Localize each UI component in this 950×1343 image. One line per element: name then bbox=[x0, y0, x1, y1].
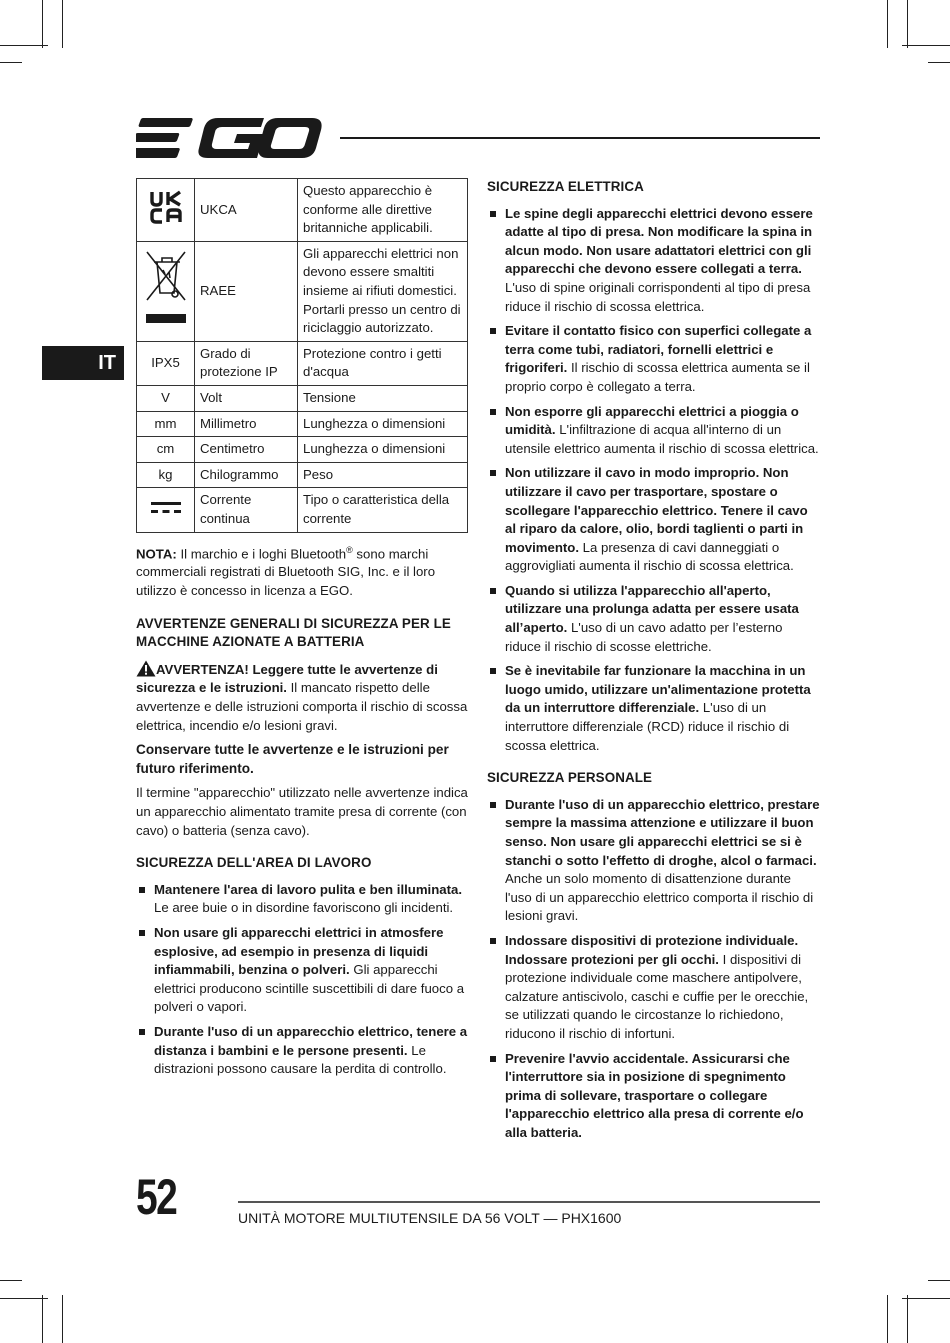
symbol-description: Protezione contro i getti d'acqua bbox=[298, 341, 468, 385]
item-bold: Durante l'uso di un apparecchio elettrico, prestare sempre la massima attenzione e utilizzare il buon senso. Non usare gli apparecchi elettrici se si è stanchi o sotto l'effetto di droghe, alcol o farmaci. bbox=[505, 796, 820, 868]
crop-mark bbox=[0, 1280, 22, 1281]
symbol-description: Questo apparecchio è conforme alle direttive britanniche applicabili. bbox=[298, 179, 468, 242]
personal-safety-list bbox=[487, 796, 821, 1143]
list-item bbox=[136, 924, 468, 1017]
list-item bbox=[487, 464, 821, 576]
item-bold: Se è inevitabile far funzionare la macchina in un luogo umido, utilizzare un'alimentazione protetta da un interruttore differenziale. bbox=[505, 663, 811, 716]
term-definition-text: Il termine "apparecchio" utilizzato nelle avvertenze indica un apparecchio alimentato tramite presa di corrente (con cavo) o batteria (senza cavo). bbox=[136, 785, 468, 838]
warning-triangle-icon bbox=[136, 660, 156, 677]
crop-mark bbox=[42, 1295, 43, 1343]
item-text: L'uso di spine originali corrispondenti al tipo di presa riduce il rischio di scossa elettrica. bbox=[505, 279, 811, 314]
list-item bbox=[487, 582, 821, 656]
item-text: L'infiltrazione di acqua all'interno di un utensile elettrico aumenta il rischio di scossa elettrica. bbox=[505, 422, 819, 456]
table-row bbox=[137, 437, 468, 463]
list-item bbox=[487, 1050, 821, 1143]
ukca-mark-icon bbox=[149, 190, 183, 224]
work-area-heading: SICUREZZA DELL'AREA DI LAVORO bbox=[136, 855, 372, 871]
item-bold: Non usare gli apparecchi elettrici in atmosfere esplosive, ad esempio in presenza di liquidi infiammabili, benzina o polveri. bbox=[154, 924, 444, 978]
symbols-table bbox=[136, 178, 468, 533]
item-bold: Le spine degli apparecchi elettrici devono essere adatte al tipo di presa. Non modificare la spina in alcun modo. Non usare adattatori elettrici con gli apparecchi che devono essere collegati a terra. bbox=[505, 205, 813, 277]
item-bold: Non esporre gli apparecchi elettrici a pioggia o umidità. bbox=[505, 403, 799, 438]
item-bold: Prevenire l'avvio accidentale. Assicurarsi che l'interruttore sia in posizione di spegnimento prima di sollevare, trasportare o collegare l'apparecchio elettrico alla presa di corrente e/o alla batteria. bbox=[505, 1050, 804, 1140]
crop-mark bbox=[62, 1295, 63, 1343]
raee-symbol-cell bbox=[137, 241, 195, 341]
nota-text-continued: sono marchi commerciali registrati di Bluetooth SIG, Inc. e il loro utilizzo è concesso in licenza a EGO. bbox=[136, 545, 436, 599]
personal-safety-heading: SICUREZZA PERSONALE bbox=[487, 770, 653, 786]
ego-logo bbox=[136, 116, 322, 160]
left-column bbox=[136, 178, 468, 1085]
item-text: L'uso di un cavo adatto per l’esterno riduce il rischio di scosse elettriche. bbox=[505, 620, 783, 654]
crop-mark bbox=[902, 45, 950, 46]
crop-mark bbox=[887, 1295, 888, 1343]
list-item bbox=[487, 205, 821, 317]
language-tab: IT bbox=[42, 346, 124, 380]
item-text: I dispositivi di protezione individuale come maschere antipolvere, calzature antiscivolo, caschi e cuffie per le orecchie, se utilizzati quando le circostanze lo richiedono, riducono il rischio di infortuni. bbox=[505, 951, 809, 1041]
header-rule bbox=[340, 137, 820, 139]
table-row bbox=[137, 341, 468, 385]
table-row bbox=[137, 179, 468, 242]
right-column bbox=[487, 178, 821, 1149]
table-row bbox=[137, 411, 468, 437]
table-row bbox=[137, 462, 468, 488]
item-text: Il rischio di scossa elettrica aumenta se il proprio corpo è collegato a terra. bbox=[505, 360, 810, 394]
crossed-bin-icon bbox=[143, 248, 189, 328]
list-item bbox=[487, 403, 821, 459]
warning-paragraph bbox=[136, 660, 468, 735]
symbol-name: RAEE bbox=[195, 241, 298, 341]
crop-mark bbox=[907, 0, 908, 48]
item-text: L'uso di un interruttore differenziale (RCD) riduce il rischio di scossa elettrica. bbox=[505, 700, 790, 753]
electrical-safety-heading: SICUREZZA ELETTRICA bbox=[487, 179, 644, 194]
list-item bbox=[487, 322, 821, 396]
crop-mark bbox=[887, 0, 888, 48]
symbol-description: Gli apparecchi elettrici non devono essere smaltiti insieme ai rifiuti domestici. Portarli presso un centro di riciclaggio autorizzato. bbox=[298, 241, 468, 341]
crop-mark bbox=[907, 1295, 908, 1343]
list-item bbox=[487, 796, 821, 926]
footer-title: UNITÀ MOTORE MULTIUTENSILE DA 56 VOLT — PHX1600 bbox=[238, 1210, 622, 1226]
symbol-text: mm bbox=[137, 411, 195, 437]
item-text: Anche un solo momento di disattenzione durante l'uso di un apparecchio elettrico comporta il rischio di lesioni gravi. bbox=[505, 871, 814, 924]
warning-text: Il mancato rispetto delle avvertenze e delle istruzioni comporta il rischio di scossa elettrica, incendio e/o lesioni gravi. bbox=[136, 680, 468, 733]
list-item bbox=[487, 662, 821, 755]
item-text: Le aree buie o in disordine favoriscono gli incidenti. bbox=[154, 900, 454, 916]
table-row bbox=[137, 385, 468, 411]
symbol-name: Millimetro bbox=[195, 411, 298, 437]
warning-label: AVVERTENZA! bbox=[156, 661, 249, 677]
item-bold: Non utilizzare il cavo in modo improprio. Non utilizzare il cavo per trasportare, spostare o scollegare l'apparecchio elettrico. Tenere il cavo al riparo da calore, olio, bordi taglienti o parti in movimento. bbox=[505, 465, 808, 555]
page-number: 52 bbox=[136, 1169, 177, 1225]
item-bold: Quando si utilizza l'apparecchio all'aperto, utilizzare una prolunga adatta per essere usata all’aperto. bbox=[505, 582, 799, 636]
crop-mark bbox=[42, 0, 43, 48]
warning-bold-text: Leggere tutte le avvertenze di sicurezza e le istruzioni. bbox=[136, 661, 438, 696]
list-item bbox=[136, 881, 468, 918]
symbol-text: IPX5 bbox=[137, 341, 195, 385]
symbol-text: cm bbox=[137, 437, 195, 463]
dc-symbol-cell bbox=[137, 488, 195, 532]
direct-current-icon bbox=[151, 500, 181, 514]
nota-paragraph bbox=[136, 541, 468, 601]
symbol-description: Lunghezza o dimensioni bbox=[298, 437, 468, 463]
electrical-safety-list bbox=[487, 205, 821, 756]
item-text: La presenza di cavi danneggiati o aggrovigliati aumenta il rischio di scossa elettrica. bbox=[505, 539, 794, 574]
work-area-list bbox=[136, 881, 468, 1079]
item-bold: Mantenere l'area di lavoro pulita e ben illuminata. bbox=[154, 881, 462, 897]
registered-mark: ® bbox=[346, 544, 353, 555]
crop-mark bbox=[928, 1280, 950, 1281]
crop-mark bbox=[928, 62, 950, 63]
nota-label: NOTA: bbox=[136, 545, 177, 561]
symbol-text: kg bbox=[137, 462, 195, 488]
symbol-name: Chilogrammo bbox=[195, 462, 298, 488]
footer-rule bbox=[238, 1201, 820, 1203]
crop-mark bbox=[0, 62, 22, 63]
crop-mark bbox=[0, 45, 48, 46]
symbol-description: Lunghezza o dimensioni bbox=[298, 411, 468, 437]
symbol-name: Centimetro bbox=[195, 437, 298, 463]
general-warnings-heading: AVVERTENZE GENERALI DI SICUREZZA PER LE MACCHINE AZIONATE A BATTERIA bbox=[136, 615, 451, 650]
nota-text: Il marchio e i loghi Bluetooth bbox=[176, 545, 347, 561]
table-row bbox=[137, 488, 468, 532]
item-text: Le distrazioni possono causare la perdita di controllo. bbox=[154, 1042, 447, 1077]
ukca-symbol-cell bbox=[137, 179, 195, 242]
symbol-description: Peso bbox=[298, 462, 468, 488]
item-bold: Evitare il contatto fisico con superfici collegate a terra come tubi, radiatori, fornelli elettrici e frigoriferi. bbox=[505, 323, 812, 376]
symbol-name: Corrente continua bbox=[195, 488, 298, 532]
item-bold: Indossare dispositivi di protezione individuale. Indossare protezioni per gli occhi. bbox=[505, 932, 799, 967]
crop-mark bbox=[62, 0, 63, 48]
item-text: Gli apparecchi elettrici producono scintille suscettibili di dare fuoco a polveri o vapori. bbox=[154, 962, 465, 1015]
list-item bbox=[136, 1023, 468, 1079]
symbol-text: V bbox=[137, 385, 195, 411]
item-bold: Durante l'uso di un apparecchio elettrico, tenere a distanza i bambini e le persone presenti. bbox=[154, 1023, 468, 1058]
symbol-name: Grado di protezione IP bbox=[195, 341, 298, 385]
table-row bbox=[137, 241, 468, 341]
crop-mark bbox=[902, 1298, 950, 1299]
symbol-name: UKCA bbox=[195, 179, 298, 242]
keep-instructions-text: Conservare tutte le avvertenze e le istruzioni per futuro riferimento. bbox=[136, 742, 449, 776]
list-item bbox=[487, 932, 821, 1044]
symbol-description: Tensione bbox=[298, 385, 468, 411]
crop-mark bbox=[0, 1298, 48, 1299]
symbol-name: Volt bbox=[195, 385, 298, 411]
symbol-description: Tipo o caratteristica della corrente bbox=[298, 488, 468, 532]
